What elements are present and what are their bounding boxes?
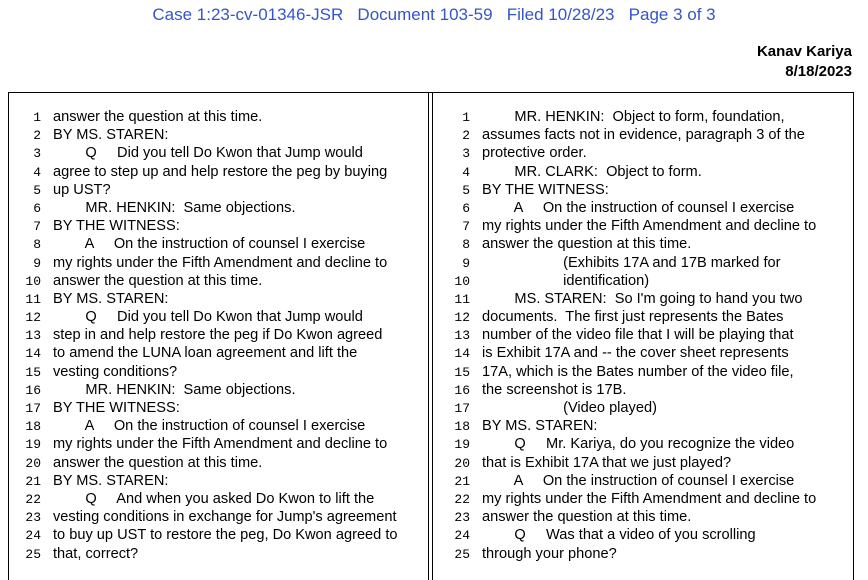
line-text: agree to step up and help restore the peg by buying [53,163,388,180]
transcript-line [441,326,851,344]
filed-date: Filed 10/28/23 [506,5,615,24]
line-number: 2 [33,128,41,144]
line-number: 18 [454,419,470,435]
line-text: MR. CLARK: Object to form. [482,163,702,180]
line-text: MS. STAREN: So I'm going to hand you two [482,290,803,307]
deposition-date: 8/18/2023 [785,63,852,80]
line-text: BY THE WITNESS: [53,218,180,235]
line-number: 25 [25,546,41,562]
line-number: 9 [33,255,41,271]
line-number: 4 [33,164,41,180]
line-text: through your phone? [482,545,617,562]
line-text: Q And when you asked Do Kwon to lift the [53,490,375,507]
line-number: 11 [454,291,470,307]
line-text: A On the instruction of counsel I exercise [482,199,795,216]
line-number: 20 [25,455,41,471]
line-number: 19 [25,437,41,453]
court-header [0,5,868,25]
line-text: BY MS. STAREN: [53,472,169,489]
line-number: 1 [33,110,41,125]
line-text: Q Did you tell Do Kwon that Jump would [53,309,363,326]
line-text: protective order. [482,145,587,162]
line-number: 23 [454,510,470,526]
line-text: my rights under the Fifth Amendment and decline to [482,490,817,507]
transcript-page-right [441,108,851,563]
line-number: 16 [25,382,41,398]
transcript-line [441,435,851,453]
transcript-line [12,308,422,326]
transcript-line [12,381,422,399]
line-text: answer the question at this time. [53,454,263,471]
transcript-line [441,272,851,290]
transcript-line [12,108,422,126]
transcript-line [441,363,851,381]
line-number: 15 [454,364,470,380]
document-number: Document 103-59 [357,5,493,24]
line-text: assumes facts not in evidence, paragraph 3 of the [482,127,805,144]
transcript-line [441,126,851,144]
line-number: 12 [25,310,41,326]
transcript-line [441,217,851,235]
transcript-line [441,144,851,162]
line-text: step in and help restore the peg if Do Kwon agreed [53,327,383,344]
line-number: 18 [25,419,41,435]
line-text: answer the question at this time. [53,109,263,125]
line-number: 10 [25,273,41,289]
line-text: my rights under the Fifth Amendment and decline to [53,254,388,271]
line-number: 5 [33,182,41,198]
transcript-line [441,545,851,563]
page-indicator: Page 3 of 3 [628,5,716,24]
line-number: 25 [454,546,470,562]
line-number: 13 [25,328,41,344]
line-text: Q Mr. Kariya, do you recognize the video [482,436,795,453]
line-text: BY THE WITNESS: [482,181,609,198]
transcript-line [441,526,851,544]
transcript-line [441,399,851,417]
transcript-line [441,163,851,181]
transcript-line [12,181,422,199]
transcript-line [441,308,851,326]
line-text: identification) [482,272,650,289]
line-text: my rights under the Fifth Amendment and decline to [53,436,388,453]
line-text: 17A, which is the Bates number of the video file, [482,363,794,380]
line-text: Q Did you tell Do Kwon that Jump would [53,145,363,162]
line-text: A On the instruction of counsel I exercise [482,472,795,489]
line-text: documents. The first just represents the Bates [482,309,784,326]
line-text: A On the instruction of counsel I exercise [53,418,366,435]
transcript-line [441,381,851,399]
transcript-line [441,235,851,253]
line-number: 24 [25,528,41,544]
line-text: A On the instruction of counsel I exercise [53,236,366,253]
transcript-line [12,199,422,217]
line-number: 7 [33,219,41,235]
line-text: that, correct? [53,545,139,562]
transcript-page-left [12,108,422,563]
line-text: the screenshot is 17B. [482,381,627,398]
line-text: vesting conditions in exchange for Jump's agreement [53,509,397,526]
line-number: 21 [25,473,41,489]
transcript-line [12,399,422,417]
case-number: Case 1:23-cv-01346-JSR [152,5,344,24]
transcript-line [12,344,422,362]
transcript-line [12,435,422,453]
witness-name: Kanav Kariya [756,43,852,60]
transcript-line [441,490,851,508]
line-number: 20 [454,455,470,471]
line-number: 1 [462,110,470,125]
transcript-line [12,217,422,235]
transcript-line [441,508,851,526]
line-text: answer the question at this time. [53,272,263,289]
line-number: 8 [33,237,41,253]
line-number: 2 [462,128,470,144]
transcript-line [12,254,422,272]
line-number: 17 [25,401,41,416]
line-number: 19 [454,437,470,453]
transcript-line [12,490,422,508]
line-number: 8 [462,237,470,253]
line-text: Q Was that a video of you scrolling [482,527,756,544]
line-number: 3 [33,146,41,162]
line-number: 9 [462,255,470,271]
transcript-line [12,454,422,472]
line-text: is Exhibit 17A and -- the cover sheet represents [482,345,789,362]
line-text: answer the question at this time. [482,509,692,526]
line-text: MR. HENKIN: Same objections. [53,199,296,216]
line-text: BY MS. STAREN: [53,127,169,144]
line-number: 6 [33,200,41,216]
transcript-line [12,326,422,344]
line-number: 7 [462,219,470,235]
line-number: 22 [25,491,41,507]
line-text: that is Exhibit 17A that we just played? [482,454,732,471]
line-number: 16 [454,382,470,398]
transcript-line [441,417,851,435]
transcript-line [441,454,851,472]
line-text: my rights under the Fifth Amendment and decline to [482,218,817,235]
line-number: 11 [25,291,41,307]
transcript-line [441,108,851,126]
line-number: 17 [454,401,470,416]
line-text: BY MS. STAREN: [482,418,598,435]
transcript-line [12,290,422,308]
transcript-line [12,363,422,381]
line-number: 21 [454,473,470,489]
line-text: MR. HENKIN: Object to form, foundation, [482,109,785,125]
line-text: (Exhibits 17A and 17B marked for [482,254,781,271]
line-text: answer the question at this time. [482,236,692,253]
line-text: vesting conditions? [53,363,178,380]
transcript-line [12,472,422,490]
line-text: number of the video file that I will be playing that [482,327,794,344]
line-text: BY THE WITNESS: [53,400,180,416]
line-number: 14 [25,346,41,362]
transcript-line [12,235,422,253]
transcript-line [12,526,422,544]
transcript-line [12,508,422,526]
transcript-line [12,417,422,435]
transcript-line [12,545,422,563]
line-number: 13 [454,328,470,344]
transcript-line [441,199,851,217]
line-text: MR. HENKIN: Same objections. [53,381,296,398]
line-text: to buy up UST to restore the peg, Do Kwon agreed to [53,527,398,544]
line-number: 14 [454,346,470,362]
line-number: 22 [454,491,470,507]
transcript-line [12,272,422,290]
line-number: 24 [454,528,470,544]
line-number: 12 [454,310,470,326]
transcript-line [12,144,422,162]
line-number: 23 [25,510,41,526]
line-number: 3 [462,146,470,162]
transcript-line [441,472,851,490]
page-divider [428,92,433,580]
line-number: 6 [462,200,470,216]
line-text: to amend the LUNA loan agreement and lift the [53,345,358,362]
transcript-line [12,126,422,144]
transcript-line [12,163,422,181]
line-text: BY MS. STAREN: [53,290,169,307]
line-text: (Video played) [482,400,657,416]
transcript-line [441,344,851,362]
transcript-line [441,181,851,199]
transcript-line [441,290,851,308]
line-number: 15 [25,364,41,380]
line-number: 10 [454,273,470,289]
transcript-line [441,254,851,272]
line-number: 5 [462,182,470,198]
line-text: up UST? [53,181,111,198]
line-number: 4 [462,164,470,180]
witness-block [757,42,852,82]
